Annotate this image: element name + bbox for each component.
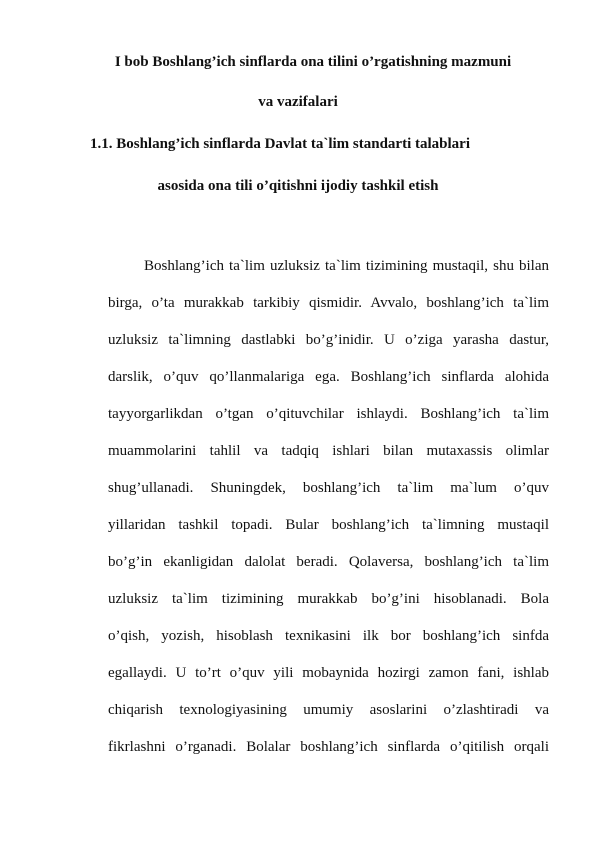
paragraph-line: tayyorgarlikdan o’tgan o’qituvchilar ishlaydi. Boshlang’ich ta`lim <box>108 406 549 422</box>
paragraph-line: chiqarish texnologiyasining umumiy asoslarini o’zlashtiradi va <box>108 702 549 718</box>
paragraph-line: Boshlang’ich ta`lim uzluksiz ta`lim tizimining mustaqil, shu bilan <box>144 258 549 274</box>
paragraph-line: o’qish, yozish, hisoblash texnikasini ilk bor boshlang’ich sinfda <box>108 628 549 644</box>
paragraph-line: uzluksiz ta`limning dastlabki bo’g’inidir. U o’ziga yarasha dastur, <box>108 332 549 348</box>
section-title-line-1: 1.1. Boshlang’ich sinflarda Davlat ta`lim standarti talablari <box>89 136 471 152</box>
chapter-title-line-1: I bob Boshlang’ich sinflarda ona tilini o’rgatishning mazmuni <box>114 54 512 70</box>
paragraph-line: uzluksiz ta`lim tizimining murakkab bo’g’ini hisoblanadi. Bola <box>108 591 549 607</box>
chapter-title-line-2: va vazifalari <box>258 94 338 110</box>
paragraph-line: egallaydi. U to’rt o’quv yili mobaynida hozirgi zamon fani, ishlab <box>108 665 549 681</box>
paragraph-line: yillaridan tashkil topadi. Bular boshlang’ich ta`limning mustaqil <box>108 517 549 533</box>
paragraph-line: birga, o’ta murakkab tarkibiy qismidir. Avvalo, boshlang’ich ta`lim <box>108 295 549 311</box>
paragraph-line: shug’ullanadi. Shuningdek, boshlang’ich ta`lim ma`lum o’quv <box>108 480 549 496</box>
section-title-line-2: asosida ona tili o’qitishni ijodiy tashkil etish <box>157 178 439 194</box>
paragraph-line: bo’g’in ekanligidan dalolat beradi. Qolaversa, boshlang’ich ta`lim <box>108 554 549 570</box>
paragraph-line: fikrlashni o’rganadi. Bolalar boshlang’ich sinflarda o’qitilish orqali <box>108 739 549 755</box>
paragraph-line: muammolarini tahlil va tadqiq ishlari bilan mutaxassis olimlar <box>108 443 549 459</box>
paragraph-line: darslik, o’quv qo’llanmalariga ega. Boshlang’ich sinflarda alohida <box>108 369 549 385</box>
body-paragraph <box>108 256 549 774</box>
